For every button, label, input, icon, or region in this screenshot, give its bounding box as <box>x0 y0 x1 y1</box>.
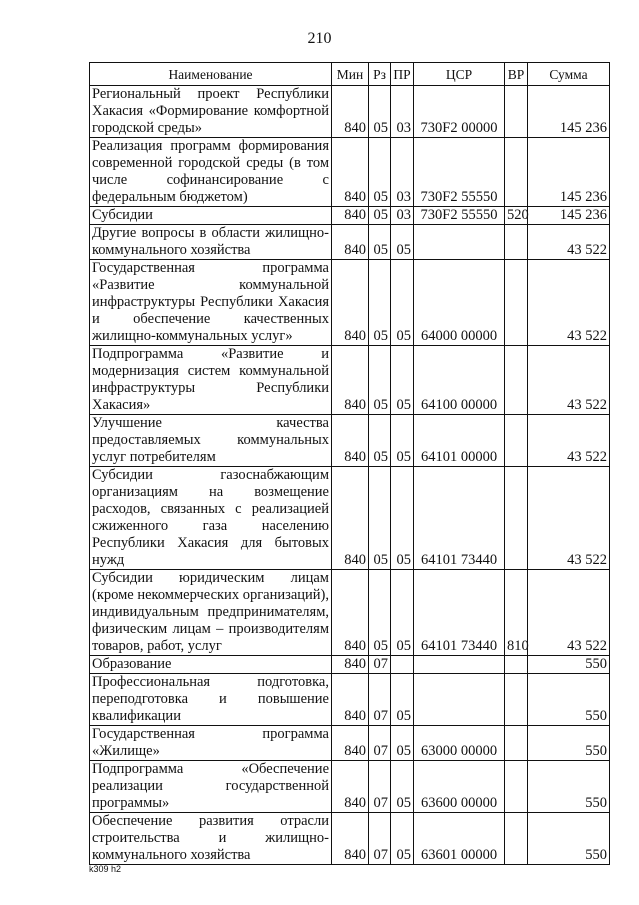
cell-sum: 43 522 <box>528 260 610 346</box>
cell-csr <box>414 674 505 726</box>
header-name: Наименование <box>90 63 332 86</box>
cell-pr: 05 <box>391 570 414 656</box>
cell-pr <box>391 656 414 674</box>
header-csr: ЦСР <box>414 63 505 86</box>
budget-table <box>89 62 610 865</box>
cell-sum: 43 522 <box>528 225 610 260</box>
cell-rz: 05 <box>369 207 391 225</box>
cell-min: 840 <box>332 761 369 813</box>
cell-csr <box>414 225 505 260</box>
table-row <box>90 570 610 656</box>
cell-rz: 05 <box>369 570 391 656</box>
cell-min: 840 <box>332 726 369 761</box>
cell-min: 840 <box>332 415 369 467</box>
cell-csr: 63601 00000 <box>414 813 505 865</box>
cell-csr: 730F2 55550 <box>414 207 505 225</box>
cell-min: 840 <box>332 813 369 865</box>
cell-sum: 43 522 <box>528 467 610 570</box>
cell-pr: 05 <box>391 467 414 570</box>
table-header-row <box>90 63 610 86</box>
cell-csr: 63000 00000 <box>414 726 505 761</box>
cell-name: Подпрограмма «Обеспечение реализации государственной программы» <box>90 761 332 813</box>
cell-name: Подпрограмма «Развитие и модернизация систем коммунальной инфраструктуры Республики Хакасия» <box>90 346 332 415</box>
table-row <box>90 260 610 346</box>
cell-min: 840 <box>332 138 369 207</box>
cell-vr <box>505 86 528 138</box>
table-row <box>90 656 610 674</box>
cell-min: 840 <box>332 207 369 225</box>
cell-sum: 43 522 <box>528 346 610 415</box>
cell-vr <box>505 674 528 726</box>
cell-csr: 64101 73440 <box>414 467 505 570</box>
cell-sum: 145 236 <box>528 138 610 207</box>
cell-csr: 63600 00000 <box>414 761 505 813</box>
cell-name: Государственная программа «Развитие коммунальной инфраструктуры Республики Хакасия и обеспечение качественных жилищно-коммунальных услуг» <box>90 260 332 346</box>
cell-min: 840 <box>332 570 369 656</box>
footer-code: k309 h2 <box>89 864 122 874</box>
cell-rz: 05 <box>369 138 391 207</box>
cell-pr: 05 <box>391 726 414 761</box>
cell-vr <box>505 726 528 761</box>
cell-min: 840 <box>332 467 369 570</box>
cell-vr: 520 <box>505 207 528 225</box>
cell-vr: 810 <box>505 570 528 656</box>
cell-rz: 05 <box>369 260 391 346</box>
cell-min: 840 <box>332 656 369 674</box>
cell-pr: 03 <box>391 138 414 207</box>
cell-min: 840 <box>332 674 369 726</box>
cell-vr <box>505 656 528 674</box>
cell-csr: 64101 73440 <box>414 570 505 656</box>
header-rz: Рз <box>369 63 391 86</box>
cell-pr: 05 <box>391 346 414 415</box>
cell-name: Государственная программа «Жилище» <box>90 726 332 761</box>
cell-name: Реализация программ формирования современной городской среды (в том числе софинансирование с федеральным бюджетом) <box>90 138 332 207</box>
cell-pr: 03 <box>391 86 414 138</box>
table-row <box>90 467 610 570</box>
table-body <box>90 86 610 865</box>
cell-name: Образование <box>90 656 332 674</box>
cell-rz: 05 <box>369 467 391 570</box>
cell-name: Другие вопросы в области жилищно-коммунального хозяйства <box>90 225 332 260</box>
cell-min: 840 <box>332 225 369 260</box>
cell-rz: 05 <box>369 346 391 415</box>
table-row <box>90 225 610 260</box>
cell-sum: 145 236 <box>528 86 610 138</box>
cell-pr: 05 <box>391 761 414 813</box>
cell-pr: 05 <box>391 415 414 467</box>
table-row <box>90 346 610 415</box>
table-row <box>90 761 610 813</box>
cell-sum: 145 236 <box>528 207 610 225</box>
cell-rz: 05 <box>369 225 391 260</box>
table-row <box>90 207 610 225</box>
cell-rz: 07 <box>369 674 391 726</box>
cell-csr <box>414 656 505 674</box>
table-row <box>90 415 610 467</box>
table-row <box>90 674 610 726</box>
cell-sum: 43 522 <box>528 415 610 467</box>
cell-pr: 05 <box>391 260 414 346</box>
table-row <box>90 726 610 761</box>
cell-vr <box>505 415 528 467</box>
cell-min: 840 <box>332 86 369 138</box>
cell-pr: 05 <box>391 674 414 726</box>
cell-rz: 07 <box>369 656 391 674</box>
cell-name: Субсидии юридическим лицам (кроме некоммерческих организаций), индивидуальным предпринимателям, физическим лицам – производителям товаров, работ, услуг <box>90 570 332 656</box>
cell-rz: 05 <box>369 86 391 138</box>
cell-rz: 07 <box>369 761 391 813</box>
cell-vr <box>505 260 528 346</box>
table-row <box>90 138 610 207</box>
cell-sum: 550 <box>528 674 610 726</box>
cell-rz: 07 <box>369 726 391 761</box>
cell-min: 840 <box>332 260 369 346</box>
cell-csr: 64101 00000 <box>414 415 505 467</box>
cell-name: Обеспечение развития отрасли строительства и жилищно-коммунального хозяйства <box>90 813 332 865</box>
cell-min: 840 <box>332 346 369 415</box>
cell-vr <box>505 467 528 570</box>
page-number: 210 <box>307 30 332 47</box>
cell-name: Субсидии <box>90 207 332 225</box>
cell-pr: 05 <box>391 225 414 260</box>
cell-vr <box>505 813 528 865</box>
header-vr: ВР <box>505 63 528 86</box>
cell-name: Субсидии газоснабжающим организациям на возмещение расходов, связанных с реализацией сжиженного газа населению Республики Хакасия для бытовых нужд <box>90 467 332 570</box>
cell-rz: 05 <box>369 415 391 467</box>
cell-name: Региональный проект Республики Хакасия «Формирование комфортной городской среды» <box>90 86 332 138</box>
cell-sum: 550 <box>528 813 610 865</box>
cell-name: Улучшение качества предоставляемых коммунальных услуг потребителям <box>90 415 332 467</box>
header-pr: ПР <box>391 63 414 86</box>
cell-name: Профессиональная подготовка, переподготовка и повышение квалификации <box>90 674 332 726</box>
cell-sum: 550 <box>528 761 610 813</box>
cell-pr: 05 <box>391 813 414 865</box>
cell-sum: 43 522 <box>528 570 610 656</box>
cell-csr: 730F2 55550 <box>414 138 505 207</box>
cell-csr: 730F2 00000 <box>414 86 505 138</box>
header-min: Мин <box>332 63 369 86</box>
cell-vr <box>505 225 528 260</box>
cell-rz: 07 <box>369 813 391 865</box>
header-sum: Сумма <box>528 63 610 86</box>
cell-vr <box>505 761 528 813</box>
cell-csr: 64100 00000 <box>414 346 505 415</box>
table-row <box>90 86 610 138</box>
cell-vr <box>505 138 528 207</box>
cell-vr <box>505 346 528 415</box>
table-row <box>90 813 610 865</box>
cell-sum: 550 <box>528 726 610 761</box>
cell-pr: 03 <box>391 207 414 225</box>
cell-csr: 64000 00000 <box>414 260 505 346</box>
cell-sum: 550 <box>528 656 610 674</box>
